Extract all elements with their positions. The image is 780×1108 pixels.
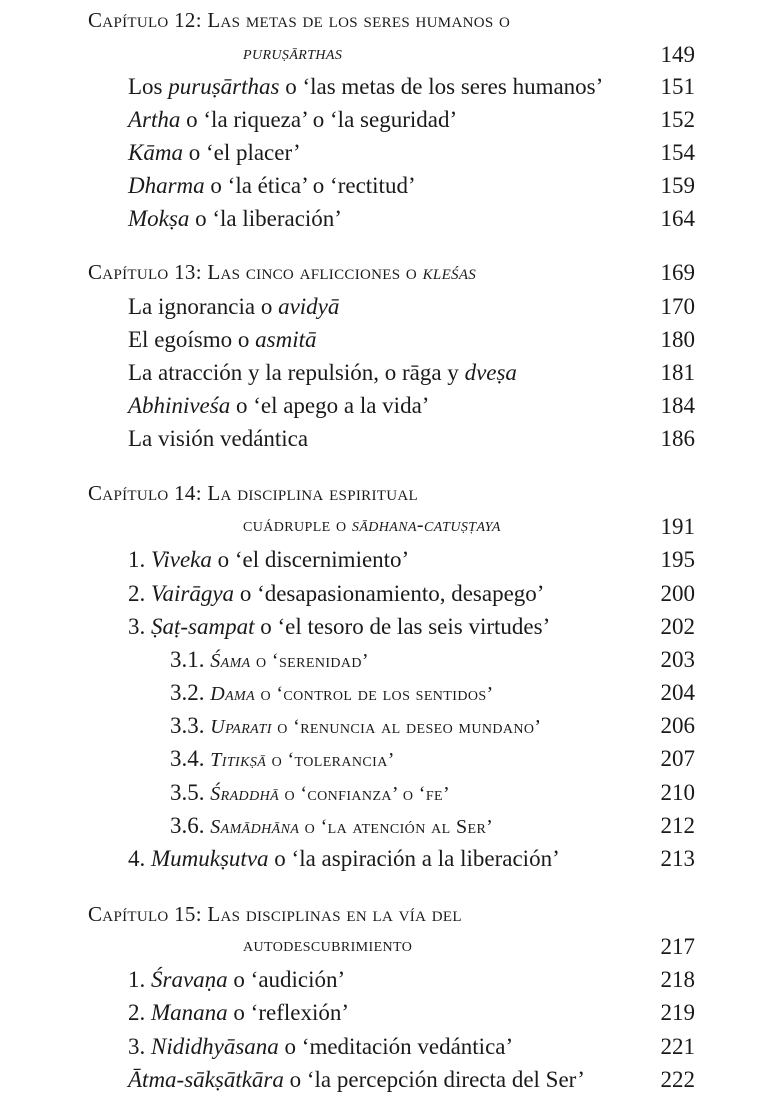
toc-entry: La visión vedántica 186	[128, 426, 695, 451]
page-number: 191	[660, 514, 695, 539]
page-number: 181	[660, 360, 695, 385]
page-number: 186	[660, 426, 695, 451]
page-number: 202	[660, 614, 695, 639]
toc-subentry: 3.2. Dama o ‘control de los sentidos’ 204	[170, 680, 695, 705]
toc-entry: 1. Viveka o ‘el discernimiento’ 195	[128, 547, 695, 572]
page-number: 222	[660, 1067, 695, 1092]
page-number: 195	[660, 547, 695, 572]
toc-entry: Los puruṣārthas o ‘las metas de los seres humanos’ 151	[128, 74, 695, 99]
page-number: 219	[660, 1000, 695, 1025]
page-number: 151	[660, 74, 695, 99]
toc-entry: Abhiniveśa o ‘el apego a la vida’ 184	[128, 393, 695, 418]
toc-entry: La ignorancia o avidyā 170	[128, 294, 695, 319]
page-number: 221	[660, 1034, 695, 1059]
toc-entry: Artha o ‘la riqueza’ o ‘la seguridad’ 152	[128, 107, 695, 132]
page-number: 152	[660, 107, 695, 132]
page-number: 207	[660, 746, 695, 771]
page-number: 154	[660, 140, 695, 165]
toc-entry: El egoísmo o asmitā 180	[128, 327, 695, 352]
toc-entry: 3. Nididhyāsana o ‘meditación vedántica’ 221	[128, 1034, 695, 1059]
page-number: 180	[660, 327, 695, 352]
toc-entry: 1. Śravaṇa o ‘audición’ 218	[128, 967, 695, 992]
chapter-15-heading-cont: autodescubrimiento 217	[243, 934, 695, 959]
toc-subentry: 3.1. Śama o ‘serenidad’ 203	[170, 647, 695, 672]
page-number: 218	[660, 967, 695, 992]
toc-entry: Dharma o ‘la ética’ o ‘rectitud’ 159	[128, 173, 695, 198]
toc-entry: 3. Ṣaṭ-sampat o ‘el tesoro de las seis virtudes’ 202	[128, 614, 695, 639]
chapter-title-em: puruṣārthas	[243, 42, 343, 64]
chapter-14-heading: Capítulo 14: La disciplina espiritual	[88, 481, 418, 505]
page-number: 169	[660, 260, 695, 285]
toc-entry: Kāma o ‘el placer’ 154	[128, 140, 695, 165]
page-number: 184	[660, 393, 695, 418]
toc-subentry: 3.5. Śraddhā o ‘confianza’ o ‘fe’ 210	[170, 780, 695, 805]
page-number: 213	[660, 846, 695, 871]
toc-entry: Ātma-sākṣātkāra o ‘la percepción directa del Ser’ 222	[128, 1067, 695, 1092]
toc-entry: La atracción y la repulsión, o rāga y dveṣa 181	[128, 360, 695, 385]
page-number: 210	[660, 780, 695, 805]
chapter-15-heading: Capítulo 15: Las disciplinas en la vía del	[88, 902, 462, 926]
page-number: 149	[660, 42, 695, 67]
toc-subentry: 3.3. Uparati o ‘renuncia al deseo mundano’ 206	[170, 713, 695, 738]
page-number: 204	[660, 680, 695, 705]
toc-entry: 4. Mumukṣutva o ‘la aspiración a la liberación’ 213	[128, 846, 695, 871]
chapter-12-heading	[0, 8, 780, 38]
toc-entry: Mokṣa o ‘la liberación’ 164	[128, 206, 695, 231]
toc-subentry: 3.6. Samādhāna o ‘la atención al Ser’ 212	[170, 813, 695, 838]
page-number: 164	[660, 206, 695, 231]
page-number: 217	[660, 934, 695, 959]
page-number: 203	[660, 647, 695, 672]
chapter-12-heading-cont	[0, 42, 780, 72]
chapter-14-heading-cont: cuádruple o sādhana-catuṣṭaya 191	[243, 514, 695, 539]
toc-subentry: 3.4. Titikṣā o ‘tolerancia’ 207	[170, 746, 695, 771]
page-number: 200	[660, 581, 695, 606]
page-number: 206	[660, 713, 695, 738]
chapter-title: Capítulo 12: Las metas de los seres humanos o	[88, 8, 511, 32]
chapter-13-heading: Capítulo 13: Las cinco aflicciones o kleśas 169	[88, 260, 695, 285]
toc-entry: 2. Vairāgya o ‘desapasionamiento, desapego’ 200	[128, 581, 695, 606]
page-number: 212	[660, 813, 695, 838]
page-number: 159	[660, 173, 695, 198]
toc-entry: 2. Manana o ‘reflexión’ 219	[128, 1000, 695, 1025]
page-number: 170	[660, 294, 695, 319]
